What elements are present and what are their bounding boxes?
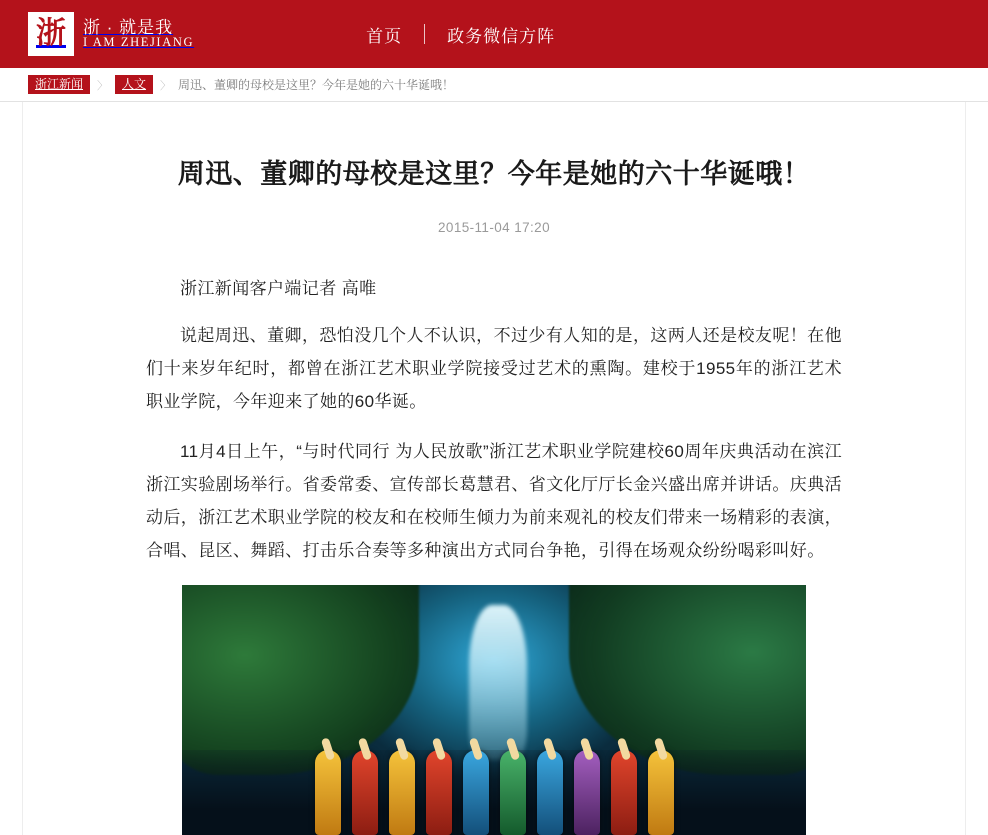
breadcrumb-current: 周迅、董卿的母校是这里？今年是她的六十华诞哦！ [178, 78, 455, 92]
page-body [0, 102, 988, 835]
performer [315, 750, 341, 835]
article-timestamp: 2015-11-04 17:20 [438, 219, 550, 235]
main-nav [344, 22, 577, 47]
performer [352, 750, 378, 835]
breadcrumb-arrow-icon: 〉 [97, 79, 109, 92]
article [144, 102, 844, 835]
performer [426, 750, 452, 835]
breadcrumb-arrow-icon-2: 〉 [160, 79, 172, 92]
page-title: 周迅、董卿的母校是这里？今年是她的六十华诞哦！ [177, 159, 811, 189]
photo-performers [182, 720, 806, 835]
stage-performance-photo [182, 585, 806, 835]
right-rule-divider [965, 102, 966, 835]
logo-mark-icon: 浙 [28, 12, 74, 56]
breadcrumb [0, 68, 988, 102]
performer [463, 750, 489, 835]
article-body [144, 273, 844, 835]
nav-item-home[interactable]: 首页 [366, 26, 403, 46]
logo-text-en: I AM ZHEJIANG [83, 35, 195, 50]
performer [389, 750, 415, 835]
breadcrumb-item-section[interactable]: 人文 [115, 75, 153, 94]
left-rule-divider [22, 102, 23, 835]
nav-item-wechat-matrix[interactable]: 政务微信方阵 [447, 26, 556, 46]
article-byline: 浙江新闻客户端记者 高唯 [180, 278, 377, 298]
site-header [0, 0, 988, 68]
article-paragraph-2: 11月4日上午，“与时代同行 为人民放歌”浙江艺术职业学院建校60周年庆典活动在滨江浙江实验剧场举行。省委常委、宣传部长葛慧君、省文化厅厅长金兴盛出席并讲话。庆典活动后，浙江艺术职业学院的校友和在校师生倾力为前来观礼的校友们带来一场精彩的表演，合唱、昆区、舞蹈、打击乐合奏等多种演出方式同台争艳，引得在场观众纷纷喝彩叫好。 [146, 441, 842, 560]
breadcrumb-item-site[interactable]: 浙江新闻 [28, 75, 90, 94]
performer [611, 750, 637, 835]
logo-text-cn: 浙 · 就是我 [83, 17, 174, 37]
performer [648, 750, 674, 835]
site-logo[interactable] [28, 12, 194, 56]
performer [537, 750, 563, 835]
performer [574, 750, 600, 835]
logo-text [83, 19, 194, 50]
article-figure [146, 585, 842, 835]
article-paragraph-1: 说起周迅、董卿，恐怕没几个人不认识，不过少有人知的是，这两人还是校友呢！在他们十来岁年纪时，都曾在浙江艺术职业学院接受过艺术的熏陶。建校于1955年的浙江艺术职业学院，今年迎来了她的60华诞。 [146, 326, 842, 412]
performer [500, 750, 526, 835]
